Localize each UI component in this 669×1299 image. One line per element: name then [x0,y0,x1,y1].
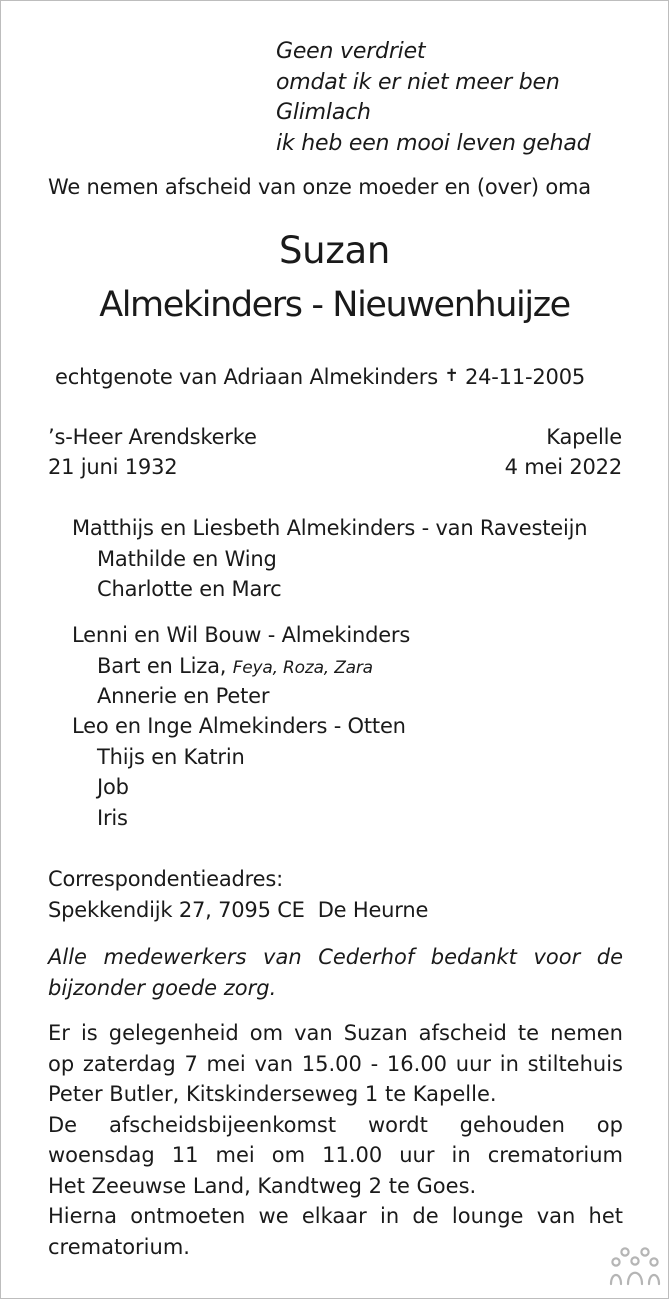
family-parents: Lenni en Wil Bouw - Almekinders [72,623,411,647]
family-child: Charlotte en Marc [97,577,282,601]
spouse-prefix: echtgenote van Adriaan Almekinders [55,365,438,389]
thanks-text [48,942,623,1003]
family-child: Job [97,775,129,799]
surname: Almekinders - Nieuwenhuijze [99,285,570,325]
family-child: Annerie en Peter [97,684,270,708]
thanks-line: bijzonder goede zorg. [48,975,277,1000]
birth-place: ’s-Heer Arendskerke [48,425,257,449]
info-line: woensdag 11 mei om 11.00 uur in crematorium [48,1143,623,1167]
poem-line: Geen verdriet [276,39,426,64]
info-line: op zaterdag 7 mei van 15.00 - 16.00 uur in stiltehuis [48,1051,623,1076]
family-child [97,654,373,678]
death-date: 4 mei 2022 [504,455,622,479]
family-child: Iris [97,806,128,830]
poem-line: ik heb een mooi leven gehad [276,130,591,156]
info-line: crematorium. [48,1234,190,1259]
cross-icon: ✝ [444,366,459,386]
family-parents: Leo en Inge Almekinders - Otten [72,714,406,738]
spouse-line [55,365,585,389]
family-parents: Matthijs en Liesbeth Almekinders - van Ravesteijn [72,516,588,540]
poem [276,37,590,159]
intro-text: We nemen afscheid van onze moeder en (over) oma [48,175,591,199]
thanks-line: Alle medewerkers van Cederhof bedankt voor de [48,945,623,969]
grandchildren-names: Feya, Roza, Zara [232,658,373,678]
correspondence-label: Correspondentieadres: [48,867,283,891]
ceremony-info [48,1018,623,1262]
death-place: Kapelle [546,425,622,449]
spouse-death-date: 24-11-2005 [464,365,586,389]
first-name: Suzan [279,229,390,272]
info-line: Hierna ontmoeten we elkaar in de lounge van het [48,1204,623,1228]
correspondence-address: Spekkendijk 27, 7095 CE De Heurne [48,898,429,922]
info-line: Het Zeeuwse Land, Kandtweg 2 te Goes. [48,1173,477,1198]
info-line: Er is gelegenheid om van Suzan afscheid te nemen [48,1021,623,1045]
people-group-icon [609,1244,661,1286]
info-line: Peter Butler, Kitskinderseweg 1 te Kapelle. [48,1082,497,1106]
poem-line: Glimlach [276,100,371,125]
poem-line: omdat ik er niet meer ben [276,69,560,95]
family-child: Thijs en Katrin [97,745,245,769]
family-child-name: Bart en Liza, [97,654,227,678]
family-child: Mathilde en Wing [97,547,277,571]
info-line: De afscheidsbijeenkomst wordt gehouden op [48,1112,623,1137]
birth-date: 21 juni 1932 [48,455,178,479]
